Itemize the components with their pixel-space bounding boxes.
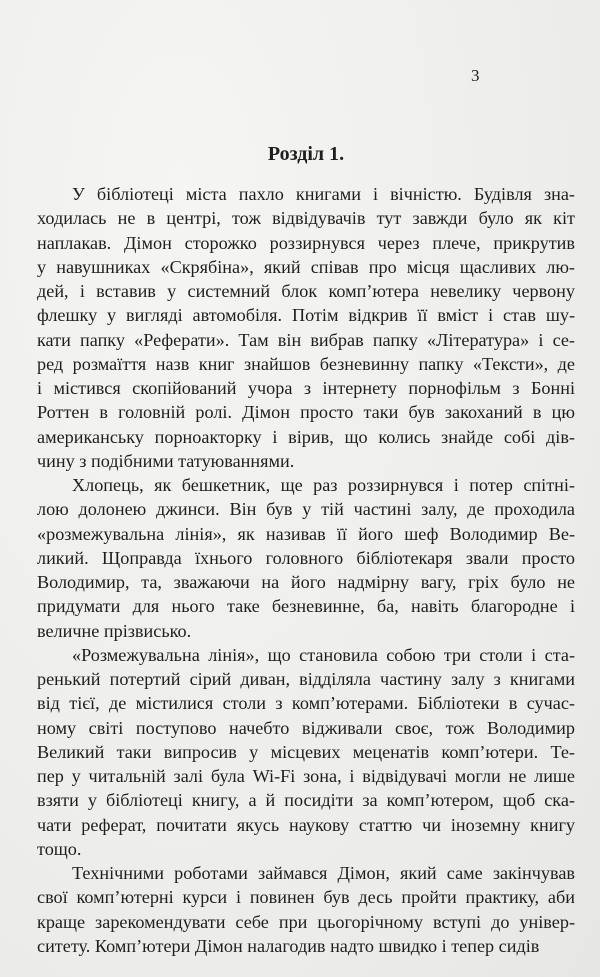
paragraph <box>37 182 575 473</box>
text-line: «Розмежувальна лінія», що становила собою три столи і ста- <box>72 644 575 665</box>
text-line: чати реферат, почитати якусь наукову статтю чи іноземну книгу <box>37 814 575 835</box>
text-line: і містився скопійований учора з інтернету порнофільм з Бонні <box>37 378 575 398</box>
text-line: ходилась не в центрі, тож відвідувачів тут завжди було як кіт <box>37 208 575 229</box>
paragraph <box>37 861 575 958</box>
text-line: ликий. Щоправда їхнього головного бібліотекаря звали просто <box>37 547 575 568</box>
text-line: кати папку «Реферати». Там він вибрав папку «Література» і се- <box>37 329 575 350</box>
paragraph <box>37 473 575 643</box>
text-line: краще зарекомендувати себе при цьогорічному вступі до універ- <box>37 911 575 932</box>
text-line: У бібліотеці міста пахло книгами і вічністю. Будівля зна- <box>72 184 575 204</box>
text-line: ситету. Комп’ютери Дімон налагодив надто швидко і тепер сидів <box>37 935 540 956</box>
text-line: ному світі поступово начебто відживали своє, тож Володимир <box>37 717 575 738</box>
text-line: ред розмаїття назв книг знайшов безневинну папку «Тексти», де <box>37 353 575 374</box>
text-line: дей, і вставив у системний блок комп’ютера невелику червону <box>37 281 575 301</box>
text-line: свої комп’ютерні курси і повинен був десь пройти практику, аби <box>37 887 575 908</box>
text-line: величне прізвисько. <box>37 620 192 641</box>
text-line: «розмежувальна лінія», як називав її його шеф Володимир Ве- <box>37 523 575 544</box>
text-line: у навушниках «Скрябіна», який співав про місця щасливих лю- <box>37 256 575 277</box>
text-line: лою долонею джинси. Він був у тій частині залу, де проходила <box>37 499 575 520</box>
page-number: 3 <box>471 66 480 85</box>
text-line: Великий таки випросив у місцевих меценатів комп’ютери. Те- <box>37 741 575 762</box>
body-text <box>37 182 575 958</box>
text-line: Хлопець, як бешкетник, ще раз роззирнувся і потер спітні- <box>72 475 575 495</box>
text-line: взяти у бібліотеці книгу, а й посидіти за комп’ютером, щоб ска- <box>37 790 575 811</box>
text-line: Володимир, та, зважаючи на його надмірну вагу, гріх було не <box>37 572 575 592</box>
text-line: Технічними роботами займався Дімон, який саме закінчував <box>72 863 575 883</box>
text-line: Роттен в головній ролі. Дімон просто таки був закоханий в цю <box>37 402 575 423</box>
text-line: чину з подібними татуюваннями. <box>37 450 295 471</box>
text-line: від тієї, де містилися столи з комп’ютерами. Бібліотеки в сучас- <box>37 693 575 714</box>
text-line: наплакав. Дімон сторожко роззирнувся через плече, прикрутив <box>37 232 575 253</box>
paragraph <box>37 643 575 861</box>
text-line: придумати для нього таке безневинне, ба, навіть благородне і <box>37 596 575 617</box>
text-line: флешку у вигляді автомобіля. Потім відкрив її вміст і став шу- <box>37 305 575 326</box>
text-line: американську порноакторку і вірив, що колись знайде собі дів- <box>37 426 575 447</box>
text-line: пер у читальній залі була Wi-Fi зона, і відвідувачі могли не лише <box>37 766 575 786</box>
chapter-heading: Розділ 1. <box>267 143 345 165</box>
text-line: тощо. <box>37 838 82 859</box>
text-line: ренький потертий сірий диван, відділяла частину залу з книгами <box>37 669 575 689</box>
